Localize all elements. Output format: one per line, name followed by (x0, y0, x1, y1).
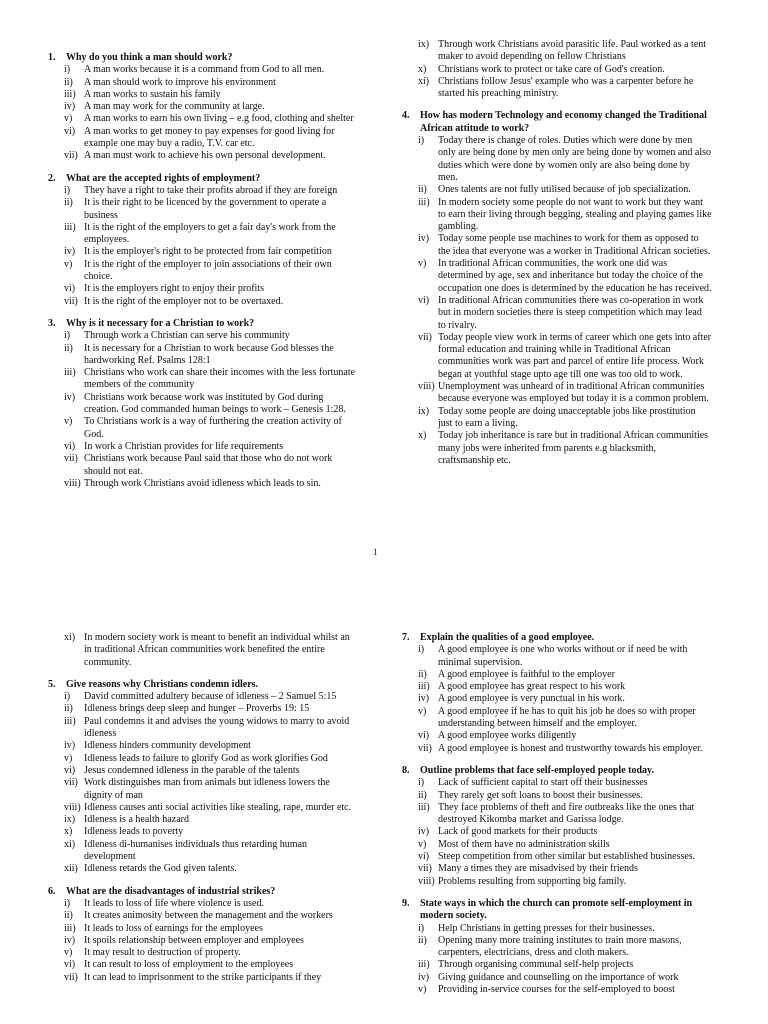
answer-numeral: v) (418, 838, 427, 850)
question-number: 7. (402, 632, 410, 643)
answer-numeral: iii) (418, 196, 430, 208)
answer-item (48, 814, 360, 826)
answer-text: It can lead to imprisonment to the strike participants if they (84, 971, 322, 983)
answer-numeral: iv) (418, 693, 430, 705)
answer-numeral: xi) (64, 838, 76, 850)
answer-text: Today some people are doing unacceptable jobs like prostitution just to earn a living. (438, 405, 696, 429)
answer-item (48, 416, 360, 441)
answer-numeral: i) (418, 135, 425, 147)
answer-item (48, 478, 360, 490)
answer-item (48, 113, 360, 125)
answer-text: Idleness causes anti social activities like stealing, rape, murder etc. (84, 801, 352, 813)
question-block (48, 318, 360, 490)
answer-text: They face problems of theft and fire outbreaks like the ones that destroyed Kikomba market and Garissa lodge. (438, 801, 695, 826)
answer-text: It is the right of the employer not to be overtaxed. (84, 295, 284, 307)
answer-numeral: ii) (64, 703, 73, 715)
question-heading (48, 318, 360, 330)
answer-item (402, 851, 712, 863)
answer-numeral: x) (64, 826, 73, 838)
answer-text: Idleness hinders community development (84, 740, 251, 752)
question-block (48, 679, 360, 876)
answer-numeral: xi) (64, 632, 76, 643)
answer-text: Giving guidance and counselling on the importance of work (438, 971, 679, 983)
answer-text: They rarely get soft loans to boost their businesses. (438, 789, 643, 801)
answer-item (48, 935, 360, 947)
answer-item (48, 947, 360, 959)
question-title: Give reasons why Christians condemn idlers. (66, 678, 259, 690)
answer-item (48, 972, 360, 984)
answer-item (48, 246, 360, 258)
question-block (48, 632, 360, 669)
question-block (402, 765, 712, 888)
question-block (402, 110, 712, 467)
answer-item (402, 64, 712, 76)
question-number: 4. (402, 110, 410, 122)
answer-text: Ones talents are not fully utilised because of job specialization. (438, 184, 691, 196)
answer-numeral: i) (64, 691, 71, 703)
answer-numeral: i) (64, 184, 71, 196)
question-heading (402, 632, 712, 644)
question-title: How has modern Technology and economy changed the Traditional African attitude to work? (420, 110, 707, 134)
answer-text: Idleness is a health hazard (84, 814, 189, 826)
answer-numeral: x) (418, 430, 427, 442)
answer-text: Through organising communal self-help projects (438, 959, 634, 971)
answer-item (402, 381, 712, 406)
answer-text: Opening many more training institutes to train more masons, carpenters, electricians, dress and cloth makers. (438, 934, 682, 959)
question-block (48, 886, 360, 984)
answer-item (48, 185, 360, 197)
question-heading (402, 765, 712, 777)
answer-item (48, 89, 360, 101)
answer-item (402, 923, 712, 935)
question-number: 1. (48, 52, 56, 63)
answer-item (48, 703, 360, 715)
answer-item (48, 283, 360, 295)
answer-text: In traditional African communities, the work one did was determined by age, sex and inheritance but today the choice of the occupation one does is determined by the education he has received. (438, 258, 712, 294)
answer-item (402, 802, 712, 827)
answer-item (48, 910, 360, 922)
answer-item (48, 64, 360, 76)
question-block (402, 898, 712, 996)
answer-item (402, 669, 712, 681)
answer-text: Lack of good markets for their products (438, 826, 598, 838)
answer-text: It may result to destruction of property. (84, 947, 241, 959)
left-column (48, 632, 360, 994)
answer-item (402, 430, 712, 467)
question-title: What are the accepted rights of employment? (66, 172, 261, 184)
answer-text: In modern society some people do not want to work but they want to earn their living through begging, stealing and playing games like gambling. (438, 196, 712, 233)
answer-item (402, 790, 712, 802)
answer-numeral: vii) (64, 453, 78, 465)
answer-text: Idleness leads to failure to glorify God as work glorifies God (84, 752, 328, 764)
answer-text: It leads to loss of earnings for the employees (84, 922, 263, 934)
answer-item (48, 802, 360, 814)
answer-text: David committed adultery because of idleness – 2 Samuel 5:15 (84, 691, 337, 703)
answer-numeral: ii) (418, 934, 427, 946)
answer-item (402, 839, 712, 851)
question-heading (48, 52, 360, 64)
answer-numeral: vii) (418, 742, 432, 754)
answer-numeral: ii) (418, 184, 427, 196)
answer-item (48, 765, 360, 777)
answer-item (48, 343, 360, 368)
question-title: Outline problems that face self-employed people today. (420, 764, 654, 776)
answer-text: Christians who work can share their incomes with the less fortunate members of the community (84, 367, 356, 391)
answer-text: It leads to loss of life where violence is used. (84, 897, 264, 909)
answer-item (48, 691, 360, 703)
answer-text: They have a right to take their profits abroad if they are foreign (84, 184, 338, 196)
answer-numeral: vi) (64, 764, 76, 776)
answer-item (402, 295, 712, 332)
answer-text: It is the employer's right to be protected from fair competition (84, 246, 332, 258)
right-column (402, 632, 712, 1006)
answer-numeral: vi) (64, 125, 76, 137)
answer-item (402, 644, 712, 669)
answer-numeral: v) (418, 258, 427, 270)
answer-numeral: iv) (64, 391, 76, 403)
answer-numeral: vi) (64, 959, 76, 971)
answer-numeral: v) (64, 258, 73, 270)
answer-numeral: i) (418, 777, 425, 789)
answer-numeral: vi) (64, 440, 76, 452)
answer-text: A good employee is faithful to the employer (438, 668, 615, 680)
answer-numeral: v) (64, 752, 73, 764)
answer-item (402, 706, 712, 731)
answer-text: Help Christians in getting presses for their businesses. (438, 922, 655, 934)
answer-text: Idleness leads to poverty (84, 826, 184, 838)
answer-numeral: vi) (64, 283, 76, 295)
question-number: 8. (402, 764, 410, 776)
answer-numeral: i) (64, 330, 71, 342)
answer-item (48, 740, 360, 752)
answer-numeral: viii) (64, 801, 81, 813)
answer-item (402, 972, 712, 984)
answer-text: A good employee is very punctual in his work. (438, 693, 625, 705)
answer-numeral: ii) (64, 197, 73, 209)
answer-text: A man works because it is a command from God to all men. (84, 64, 325, 76)
document-page-2 (0, 580, 768, 1024)
answer-numeral: iv) (418, 971, 430, 983)
answer-numeral: vi) (418, 294, 430, 306)
answer-item (48, 392, 360, 417)
answer-numeral: iv) (64, 934, 76, 946)
answer-item (48, 777, 360, 802)
question-heading (402, 898, 712, 923)
answer-item (48, 898, 360, 910)
answer-text: A man must work to achieve his own personal development. (84, 150, 326, 162)
answer-numeral: vii) (64, 295, 78, 307)
question-title: Why do you think a man should work? (66, 52, 233, 63)
answer-text: Providing in-service courses for the self-employed to boost (438, 984, 675, 996)
question-number: 9. (402, 897, 410, 909)
answer-text: A good employee works diligently (438, 730, 577, 742)
question-block (402, 39, 712, 100)
answer-item (402, 777, 712, 789)
question-title: Explain the qualities of a good employee. (420, 632, 595, 643)
answer-item (48, 959, 360, 971)
answer-numeral: i) (418, 644, 425, 656)
answer-numeral: vi) (418, 730, 430, 742)
answer-item (402, 743, 712, 755)
answer-text: A man works to earn his own living – e.g food, clothing and shelter (84, 113, 354, 125)
answer-numeral: ix) (418, 405, 430, 417)
answer-text: It is necessary for a Christian to work because God blesses the hardworking Ref. Psalms 128:1 (84, 342, 334, 366)
question-block (402, 632, 712, 755)
answer-numeral: iv) (64, 740, 76, 752)
answer-item (48, 77, 360, 89)
page-number: 1 (373, 547, 378, 557)
answer-text: Unemployment was unheard of in traditional African communities because everyone was employed but today it is a common problem. (438, 381, 709, 405)
answer-text: Christians work to protect or take care of God's creation. (438, 63, 665, 75)
answer-text: It is the right of the employer to join associations of their own choice. (84, 258, 332, 283)
answer-item (48, 826, 360, 838)
answer-text: Through work a Christian can serve his community (84, 330, 290, 342)
answer-text: Steep competition from other similar but established businesses. (438, 851, 696, 863)
answer-numeral: v) (418, 705, 427, 717)
answer-numeral: iv) (64, 246, 76, 258)
answer-item (48, 716, 360, 741)
answer-numeral: iv) (64, 101, 76, 113)
question-title: Why is it necessary for a Christian to work? (66, 317, 255, 329)
answer-text: It is their right to be licenced by the government to operate a business (84, 197, 327, 221)
answer-numeral: vii) (64, 150, 78, 162)
answer-numeral: vii) (418, 863, 432, 875)
question-number: 2. (48, 172, 56, 184)
answer-item (48, 453, 360, 478)
answer-numeral: x) (418, 63, 427, 75)
answer-numeral: iii) (64, 922, 76, 934)
answer-numeral: xi) (418, 75, 430, 87)
answer-numeral: iv) (418, 826, 430, 838)
answer-numeral: iii) (418, 801, 430, 813)
question-title: State ways in which the church can promote self-employment in modern society. (420, 897, 693, 922)
question-heading (48, 173, 360, 185)
answer-numeral: ii) (64, 342, 73, 354)
question-block (48, 173, 360, 308)
answer-text: Many a times they are misadvised by their friends (438, 863, 638, 875)
answer-item (402, 935, 712, 960)
answer-text: Christians work because Paul said that those who do not work should not eat. (84, 453, 333, 477)
answer-numeral: v) (64, 416, 73, 428)
answer-item (48, 150, 360, 162)
answer-text: Christians follow Jesus' example who was a carpenter before he started his preaching ministry. (438, 75, 694, 100)
answer-text: Lack of sufficient capital to start off their businesses (438, 777, 648, 789)
answer-numeral: ii) (418, 789, 427, 801)
answer-text: In work a Christian provides for life requirements (84, 440, 284, 452)
answer-text: Idleness di-humanises individuals thus retarding human development (84, 838, 308, 863)
answer-text: It can result to loss of employment to the employees (84, 959, 294, 971)
answer-numeral: vii) (64, 971, 78, 983)
answer-item (402, 693, 712, 705)
answer-numeral: v) (64, 113, 73, 125)
answer-numeral: ii) (64, 76, 73, 88)
answer-item (402, 39, 712, 64)
answer-numeral: vii) (418, 331, 432, 343)
answer-numeral: v) (418, 984, 427, 996)
question-title: What are the disadvantages of industrial strikes? (66, 885, 276, 897)
answer-text: To Christians work is a way of furthering the creation activity of God. (84, 416, 342, 440)
answer-numeral: viii) (64, 477, 81, 489)
answer-item (48, 863, 360, 875)
answer-numeral: iii) (64, 221, 76, 233)
answer-item (402, 876, 712, 888)
answer-text: In modern society work is meant to benefit an individual whilst an in traditional African communities work benefited the entire community. (84, 632, 350, 668)
answer-item (48, 330, 360, 342)
question-number: 6. (48, 885, 56, 897)
answer-item (402, 681, 712, 693)
answer-numeral: i) (64, 897, 71, 909)
answer-item (48, 367, 360, 392)
answer-numeral: iv) (418, 233, 430, 245)
answer-text: Jesus condemned idleness in the parable of the talents (84, 764, 300, 776)
answer-text: A good employee has great respect to his work (438, 681, 626, 693)
answer-numeral: vii) (64, 777, 78, 789)
answer-item (402, 959, 712, 971)
answer-text: A man works to get money to pay expenses for good living for example one may buy a radio, T.V. car etc. (84, 125, 335, 150)
answer-item (402, 406, 712, 431)
answer-item (402, 826, 712, 838)
question-number: 5. (48, 678, 56, 690)
answer-numeral: iii) (64, 88, 76, 100)
answer-text: Today some people use machines to work for them as opposed to the idea that everyone was a worker in Traditional African societies. (438, 233, 711, 257)
answer-numeral: iii) (418, 681, 430, 693)
answer-item (402, 730, 712, 742)
answer-item (402, 863, 712, 875)
answer-item (48, 101, 360, 113)
answer-text: A good employee if he has to quit his job he does so with proper understanding between himself and the employer. (438, 705, 696, 730)
answer-item (402, 197, 712, 234)
answer-numeral: ix) (418, 39, 430, 50)
answer-numeral: ii) (64, 910, 73, 922)
answer-numeral: i) (64, 64, 71, 76)
answer-text: It is the right of the employers to get a fair day's work from the employees. (84, 221, 336, 246)
answer-item (48, 441, 360, 453)
answer-text: A good employee is one who works without or if need be with minimal supervision. (438, 644, 688, 668)
answer-numeral: ix) (64, 814, 76, 826)
answer-item (402, 184, 712, 196)
question-heading (402, 110, 712, 135)
answer-item (48, 753, 360, 765)
answer-numeral: i) (418, 922, 425, 934)
answer-numeral: viii) (418, 381, 435, 393)
answer-text: Problems resulting from supporting big family. (438, 875, 627, 887)
question-number: 3. (48, 317, 56, 329)
answer-text: Work distinguishes man from animals but idleness lowers the dignity of man (84, 777, 330, 801)
answer-text: A good employee is honest and trustworthy towards his employer. (438, 742, 703, 754)
answer-text: It is the employers right to enjoy their profits (84, 283, 264, 295)
question-block (48, 52, 360, 163)
answer-text: Paul condemns it and advises the young widows to marry to avoid idleness (84, 715, 350, 740)
answer-item (402, 76, 712, 101)
answer-item (48, 197, 360, 222)
answer-text: Today job inheritance is rare but in traditional African communities many jobs were inherited from parents e.g blacksmith, craftsmanship etc. (438, 430, 709, 466)
answer-numeral: v) (64, 947, 73, 959)
answer-text: Christians work because work was instituted by God during creation. God commanded human beings to work – Genesis 1:28. (84, 391, 346, 416)
answer-numeral: iii) (418, 959, 430, 971)
answer-text: Through work Christians avoid parasitic life. Paul worked as a tent maker to avoid depending on fellow Christians (438, 39, 706, 63)
answer-item (48, 632, 360, 669)
answer-item (48, 296, 360, 308)
answer-text: It spoils relationship between employer and employees (84, 934, 304, 946)
answer-text: A man may work for the community at large. (84, 101, 265, 113)
answer-item (402, 135, 712, 184)
answer-item (402, 984, 712, 996)
answer-numeral: vi) (418, 851, 430, 863)
answer-item (48, 839, 360, 864)
answer-item (48, 259, 360, 284)
answer-item (402, 332, 712, 381)
answer-item (402, 258, 712, 295)
answer-text: A man works to sustain his family (84, 88, 221, 100)
right-column (402, 39, 712, 477)
answer-text: In traditional African communities there was co-operation in work but in modern societies there is steep competition which may lead to rivalry. (438, 294, 704, 331)
answer-text: Today there is change of roles. Duties which were done by men only are being done by men only are being done by women and also duties which were done by women only are also being done by men. (438, 135, 711, 183)
question-heading (48, 886, 360, 898)
answer-numeral: ii) (418, 668, 427, 680)
answer-item (48, 923, 360, 935)
answer-item (402, 233, 712, 258)
answer-text: Today people view work in terms of career which one gets into after formal education and training while in Traditional African communities work was part and parcel of entire life process. Work began at youthful stage upto age till one was too old to work. (438, 331, 712, 380)
answer-text: Most of them have no administration skills (438, 838, 610, 850)
answer-numeral: iii) (64, 715, 76, 727)
answer-text: Idleness retards the God given talents. (84, 863, 237, 875)
answer-numeral: viii) (418, 875, 435, 887)
question-heading (48, 679, 360, 691)
answer-text: Through work Christians avoid idleness which leads to sin. (84, 477, 321, 489)
answer-item (48, 222, 360, 247)
answer-item (48, 126, 360, 151)
answer-text: A man should work to improve his environment (84, 76, 276, 88)
answer-numeral: xii) (64, 863, 78, 875)
answer-text: Idleness brings deep sleep and hunger – Proverbs 19: 15 (84, 703, 310, 715)
answer-numeral: iii) (64, 367, 76, 379)
left-column (48, 52, 360, 500)
answer-text: It creates animosity between the management and the workers (84, 910, 333, 922)
